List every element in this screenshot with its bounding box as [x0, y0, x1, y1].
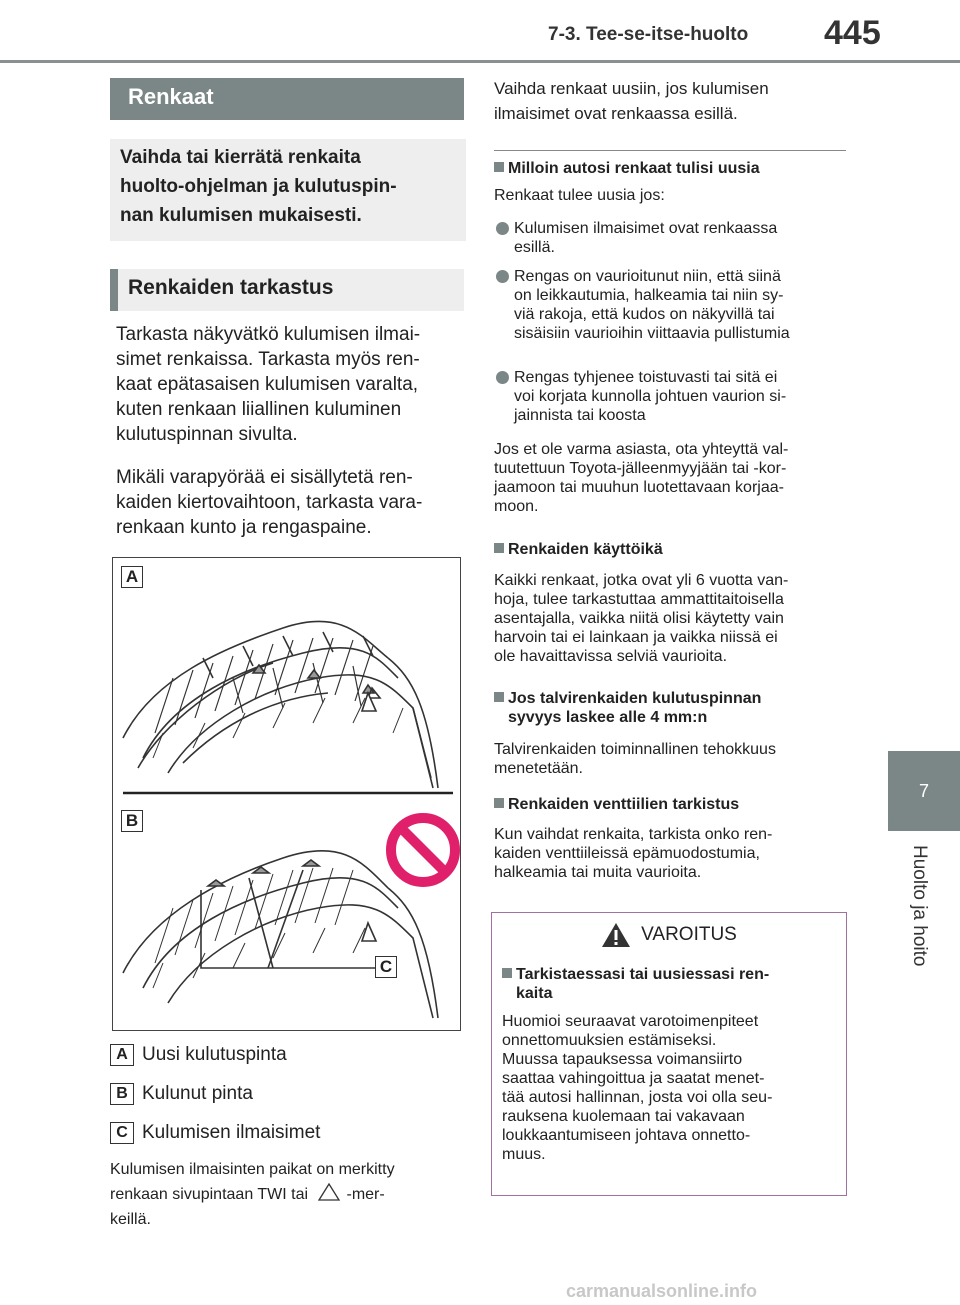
heading-text: Jos talvirenkaiden kulutuspinnan [508, 690, 762, 707]
heading-text: kaita [516, 985, 553, 1002]
paragraph-spare [116, 465, 468, 540]
text-line: Rengas on vaurioitunut niin, että siinä [514, 268, 781, 285]
text-line: tää autosi hallinnan, josta voi olla seu- [502, 1089, 773, 1106]
square-bullet-icon [494, 798, 504, 808]
text-line: Kaikki renkaat, jotka ovat yli 6 vuotta van- [494, 572, 789, 589]
prohibit-icon [391, 818, 455, 882]
heading-text: Renkaiden käyttöikä [508, 541, 663, 558]
section-banner: Renkaat [110, 78, 464, 120]
legend-text: Uusi kulutuspinta [142, 1044, 287, 1065]
tire-illustration [113, 558, 460, 1030]
text-line: Mikäli varapyörää ei sisällytetä ren- [116, 467, 413, 488]
heading-text: Milloin autosi renkaat tulisi uusia [508, 160, 760, 177]
right-intro [494, 76, 846, 126]
tire-figure [112, 557, 461, 1031]
text-line: esillä. [514, 239, 555, 256]
text-line: Renkaat tulee uusia jos: [494, 187, 665, 204]
text-line: ole havaittavissa selviä vaurioita. [494, 648, 728, 665]
text-line: Muussa tapauksessa voimansiirto [502, 1051, 743, 1068]
warning-text [502, 1012, 836, 1164]
text-line: kaiden venttiileissä epämuodostumia, [494, 845, 760, 862]
figure-label-c: C [375, 956, 397, 978]
text-line: jainnista tai koosta [514, 407, 646, 424]
chapter-tab[interactable] [888, 751, 960, 831]
text-line: muus. [502, 1146, 546, 1163]
warning-heading [502, 965, 836, 1003]
intro-line: huolto-ohjelman ja kulutuspin- [120, 176, 397, 197]
heading-valves [494, 795, 846, 814]
paragraph [494, 740, 846, 778]
text-line: saattaa vahingoittua ja saatat menet- [502, 1070, 765, 1087]
warning-icon [601, 922, 631, 948]
square-bullet-icon [494, 543, 504, 553]
header-rule [0, 60, 960, 63]
bullet-item [494, 267, 846, 343]
text-line: kulutuspinnan sivulta. [116, 424, 298, 445]
footnote [110, 1157, 460, 1232]
intro-line: Vaihda tai kierrätä renkaita [120, 147, 361, 168]
text-line: kuten renkaan liiallinen kuluminen [116, 399, 402, 420]
legend-key: A [110, 1044, 134, 1066]
text-line: onnettomuuksien estämiseksi. [502, 1032, 717, 1049]
text-line: Kun vaihdat renkaita, tarkista onko ren- [494, 826, 773, 843]
square-bullet-icon [494, 692, 504, 702]
paragraph-inspection [116, 322, 468, 447]
text-line: asentajalla, vaikka niitä olisi käytetty vain [494, 610, 784, 627]
heading-replace [494, 159, 846, 178]
text-line: Kulumisen ilmaisimet ovat renkaassa [514, 220, 778, 237]
heading-text: Tarkistaessasi tai uusiessasi ren- [516, 966, 770, 983]
warning-header [492, 913, 846, 957]
text-line: halkeamia tai muita vaurioita. [494, 864, 702, 881]
square-bullet-icon [502, 968, 512, 978]
divider [494, 150, 846, 151]
legend-item-b [110, 1083, 253, 1105]
watermark: carmanualsonline.info [566, 1281, 758, 1301]
text-line: Talvirenkaiden toiminnallinen tehokkuus [494, 741, 776, 758]
paragraph [494, 440, 846, 516]
text-line: renkaan kunto ja rengaspaine. [116, 517, 372, 538]
chapter-title: Huolto ja hoito [909, 845, 930, 967]
figure-label-b: B [121, 810, 143, 832]
page-number: 445 [824, 14, 881, 52]
intro-box [110, 139, 466, 241]
chapter-label [878, 845, 948, 995]
text-line: simet renkaissa. Tarkasta myös ren- [116, 349, 420, 370]
heading-lifetime [494, 540, 846, 559]
section-title: 7-3. Tee-se-itse-huolto [548, 24, 749, 45]
intro-line: nan kulumisen mukaisesti. [120, 205, 362, 226]
text-line: keillä. [110, 1211, 151, 1228]
text-line: tuutettuun Toyota-jälleenmyyjään tai -kor- [494, 460, 787, 477]
text-line: Tarkasta näkyvätkö kulumisen ilmai- [116, 324, 421, 345]
paragraph [494, 825, 846, 882]
warning-title: VAROITUS [641, 924, 737, 945]
legend-key: B [110, 1083, 134, 1105]
text-line: viä rakoja, että kudos on näkyvillä tai [514, 306, 775, 323]
legend-item-a [110, 1044, 287, 1066]
text-line: kaat epätasaisen kulumisen varalta, [116, 374, 419, 395]
text-line: Kulumisen ilmaisinten paikat on merkitty [110, 1161, 395, 1178]
chapter-number: 7 [918, 780, 929, 801]
legend-key: C [110, 1122, 134, 1144]
figure-label-a: A [121, 566, 143, 588]
heading-text: Renkaiden venttiilien tarkistus [508, 796, 740, 813]
text-line: Huomioi seuraavat varotoimenpiteet [502, 1013, 759, 1030]
text-line: moon. [494, 498, 539, 515]
text-fragment: -mer- [346, 1186, 385, 1203]
text-fragment: renkaan sivupintaan TWI tai [110, 1186, 309, 1203]
text-line: kaiden kiertovaihtoon, tarkasta vara- [116, 492, 423, 513]
text-line: hoja, tulee tarkastuttaa ammattitaitoisella [494, 591, 784, 608]
bullet-item [494, 219, 846, 257]
text-line: menetetään. [494, 760, 583, 777]
legend-item-c [110, 1122, 320, 1144]
legend-text: Kulunut pinta [142, 1083, 253, 1104]
text-line: harvoin tai ei lainkaan ja vaikka niissä ei [494, 629, 778, 646]
text-line: Vaihda renkaat uusiin, jos kulumisen [494, 79, 769, 98]
paragraph [494, 571, 846, 666]
text-line: loukkaantumiseen johtava onnetto- [502, 1127, 751, 1144]
subheading: Renkaiden tarkastus [110, 269, 464, 311]
legend-text: Kulumisen ilmaisimet [142, 1122, 321, 1143]
heading-winter [494, 689, 846, 727]
bullet-item [494, 368, 846, 425]
heading-text: syvyys laskee alle 4 mm:n [508, 709, 708, 726]
text-line: on leikkautumia, halkeamia tai niin sy- [514, 287, 784, 304]
square-bullet-icon [494, 162, 504, 172]
text-line: voi korjata kunnolla johtuen vaurion si- [514, 388, 787, 405]
text-line [110, 1182, 460, 1207]
triangle-mark-icon [316, 1182, 342, 1202]
text-line: ilmaisimet ovat renkaassa esillä. [494, 104, 738, 123]
text-line: Rengas tyhjenee toistuvasti tai sitä ei [514, 369, 778, 386]
text-line: rauksena kuolemaan tai vakavaan [502, 1108, 745, 1125]
text-line: Jos et ole varma asiasta, ota yhteyttä val- [494, 441, 789, 458]
text-line: sisäisiin vaurioihin viittaavia pullistumia [514, 325, 790, 342]
text-line: jaamoon tai muuhun luotettavaan korjaa- [494, 479, 784, 496]
